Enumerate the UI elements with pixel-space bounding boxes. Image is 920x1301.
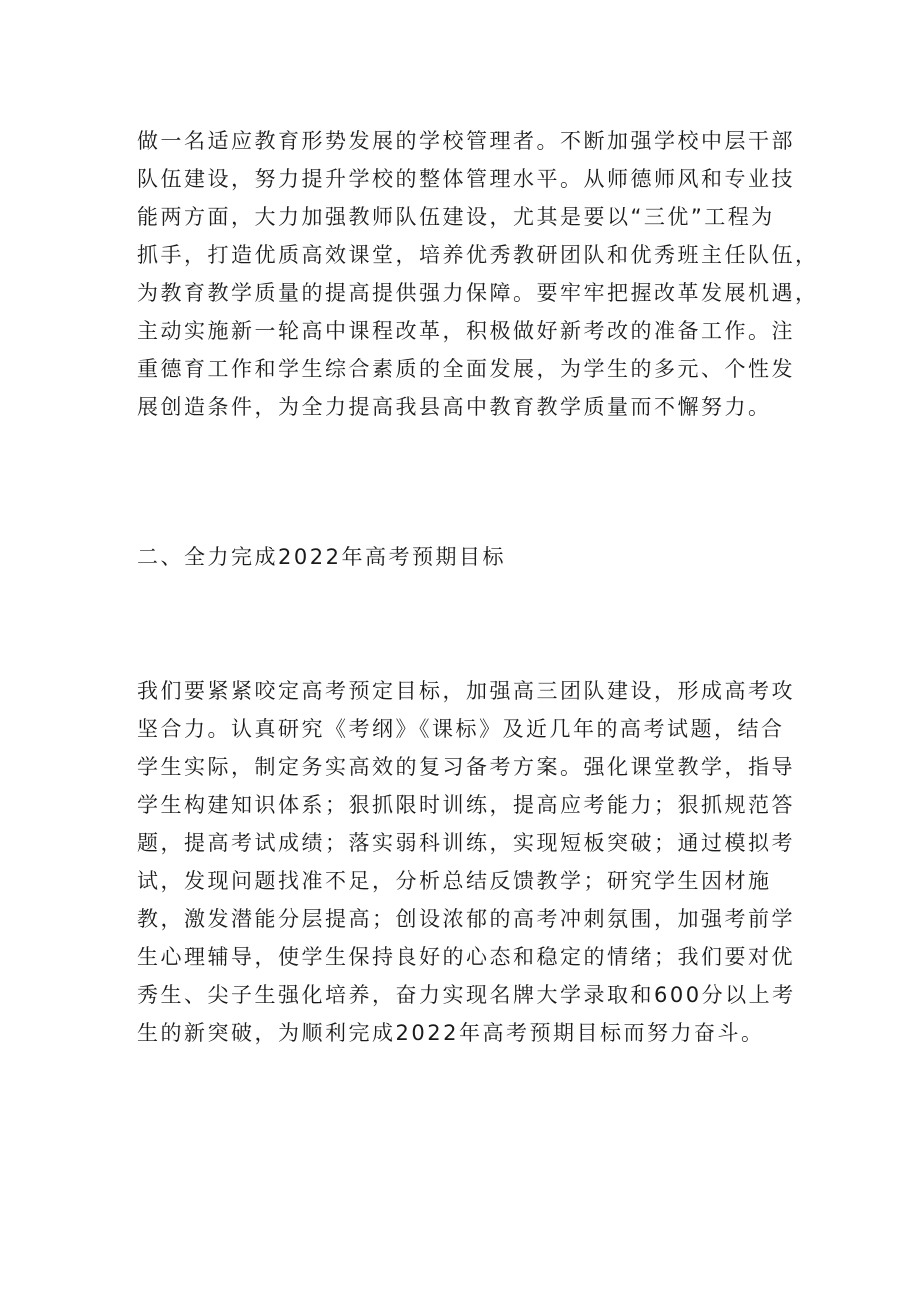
text-line: 主动实施新一轮高中课程改革，积极做好新考改的准备工作。注 [137, 319, 795, 343]
section-heading [137, 538, 817, 576]
text-line: 秀生、尖子生强化培养，奋力实现名牌大学录取和600分以上考 [137, 983, 796, 1007]
text-line: 为教育教学质量的提高提供强力保障。要牢牢把握改革发展机遇， [137, 281, 819, 305]
text-line: 抓手，打造优质高效课堂，培养优秀教研团队和优秀班主任队伍， [137, 243, 819, 267]
text-line: 题，提高考试成绩；落实弱科训练，实现短板突破；通过模拟考 [137, 831, 795, 855]
section-heading-text: 二、全力完成2022年高考预期目标 [137, 545, 506, 569]
text-line: 学生实际，制定务实高效的复习备考方案。强化课堂教学，指导 [137, 755, 795, 779]
text-line: 我们要紧紧咬定高考预定目标，加强高三团队建设，形成高考攻 [137, 679, 795, 703]
text-line: 坚合力。认真研究《考纲》《课标》及近几年的高考试题，结合 [137, 717, 785, 741]
text-line: 队伍建设，努力提升学校的整体管理水平。从师德师风和专业技 [137, 167, 795, 191]
text-line: 教，激发潜能分层提高；创设浓郁的高考冲刺氛围，加强考前学 [137, 907, 795, 931]
text-line: 试，发现问题找准不足，分析总结反馈教学；研究学生因材施 [137, 869, 772, 893]
text-line: 展创造条件，为全力提高我县高中教育教学质量而不懈努力。 [137, 395, 772, 419]
text-line: 学生构建知识体系；狠抓限时训练，提高应考能力；狠抓规范答 [137, 793, 795, 817]
text-line: 生心理辅导，使学生保持良好的心态和稳定的情绪；我们要对优 [137, 945, 795, 969]
text-line: 做一名适应教育形势发展的学校管理者。不断加强学校中层干部 [137, 129, 795, 153]
text-line: 重德育工作和学生综合素质的全面发展，为学生的多元、个性发 [137, 357, 795, 381]
text-line: 生的新突破，为顺利完成2022年高考预期目标而努力奋斗。 [137, 1021, 765, 1045]
paragraph-1 [137, 122, 817, 426]
paragraph-2 [137, 672, 817, 1052]
text-line: 能两方面，大力加强教师队伍建设，尤其是要以“三优”工程为 [137, 205, 775, 229]
